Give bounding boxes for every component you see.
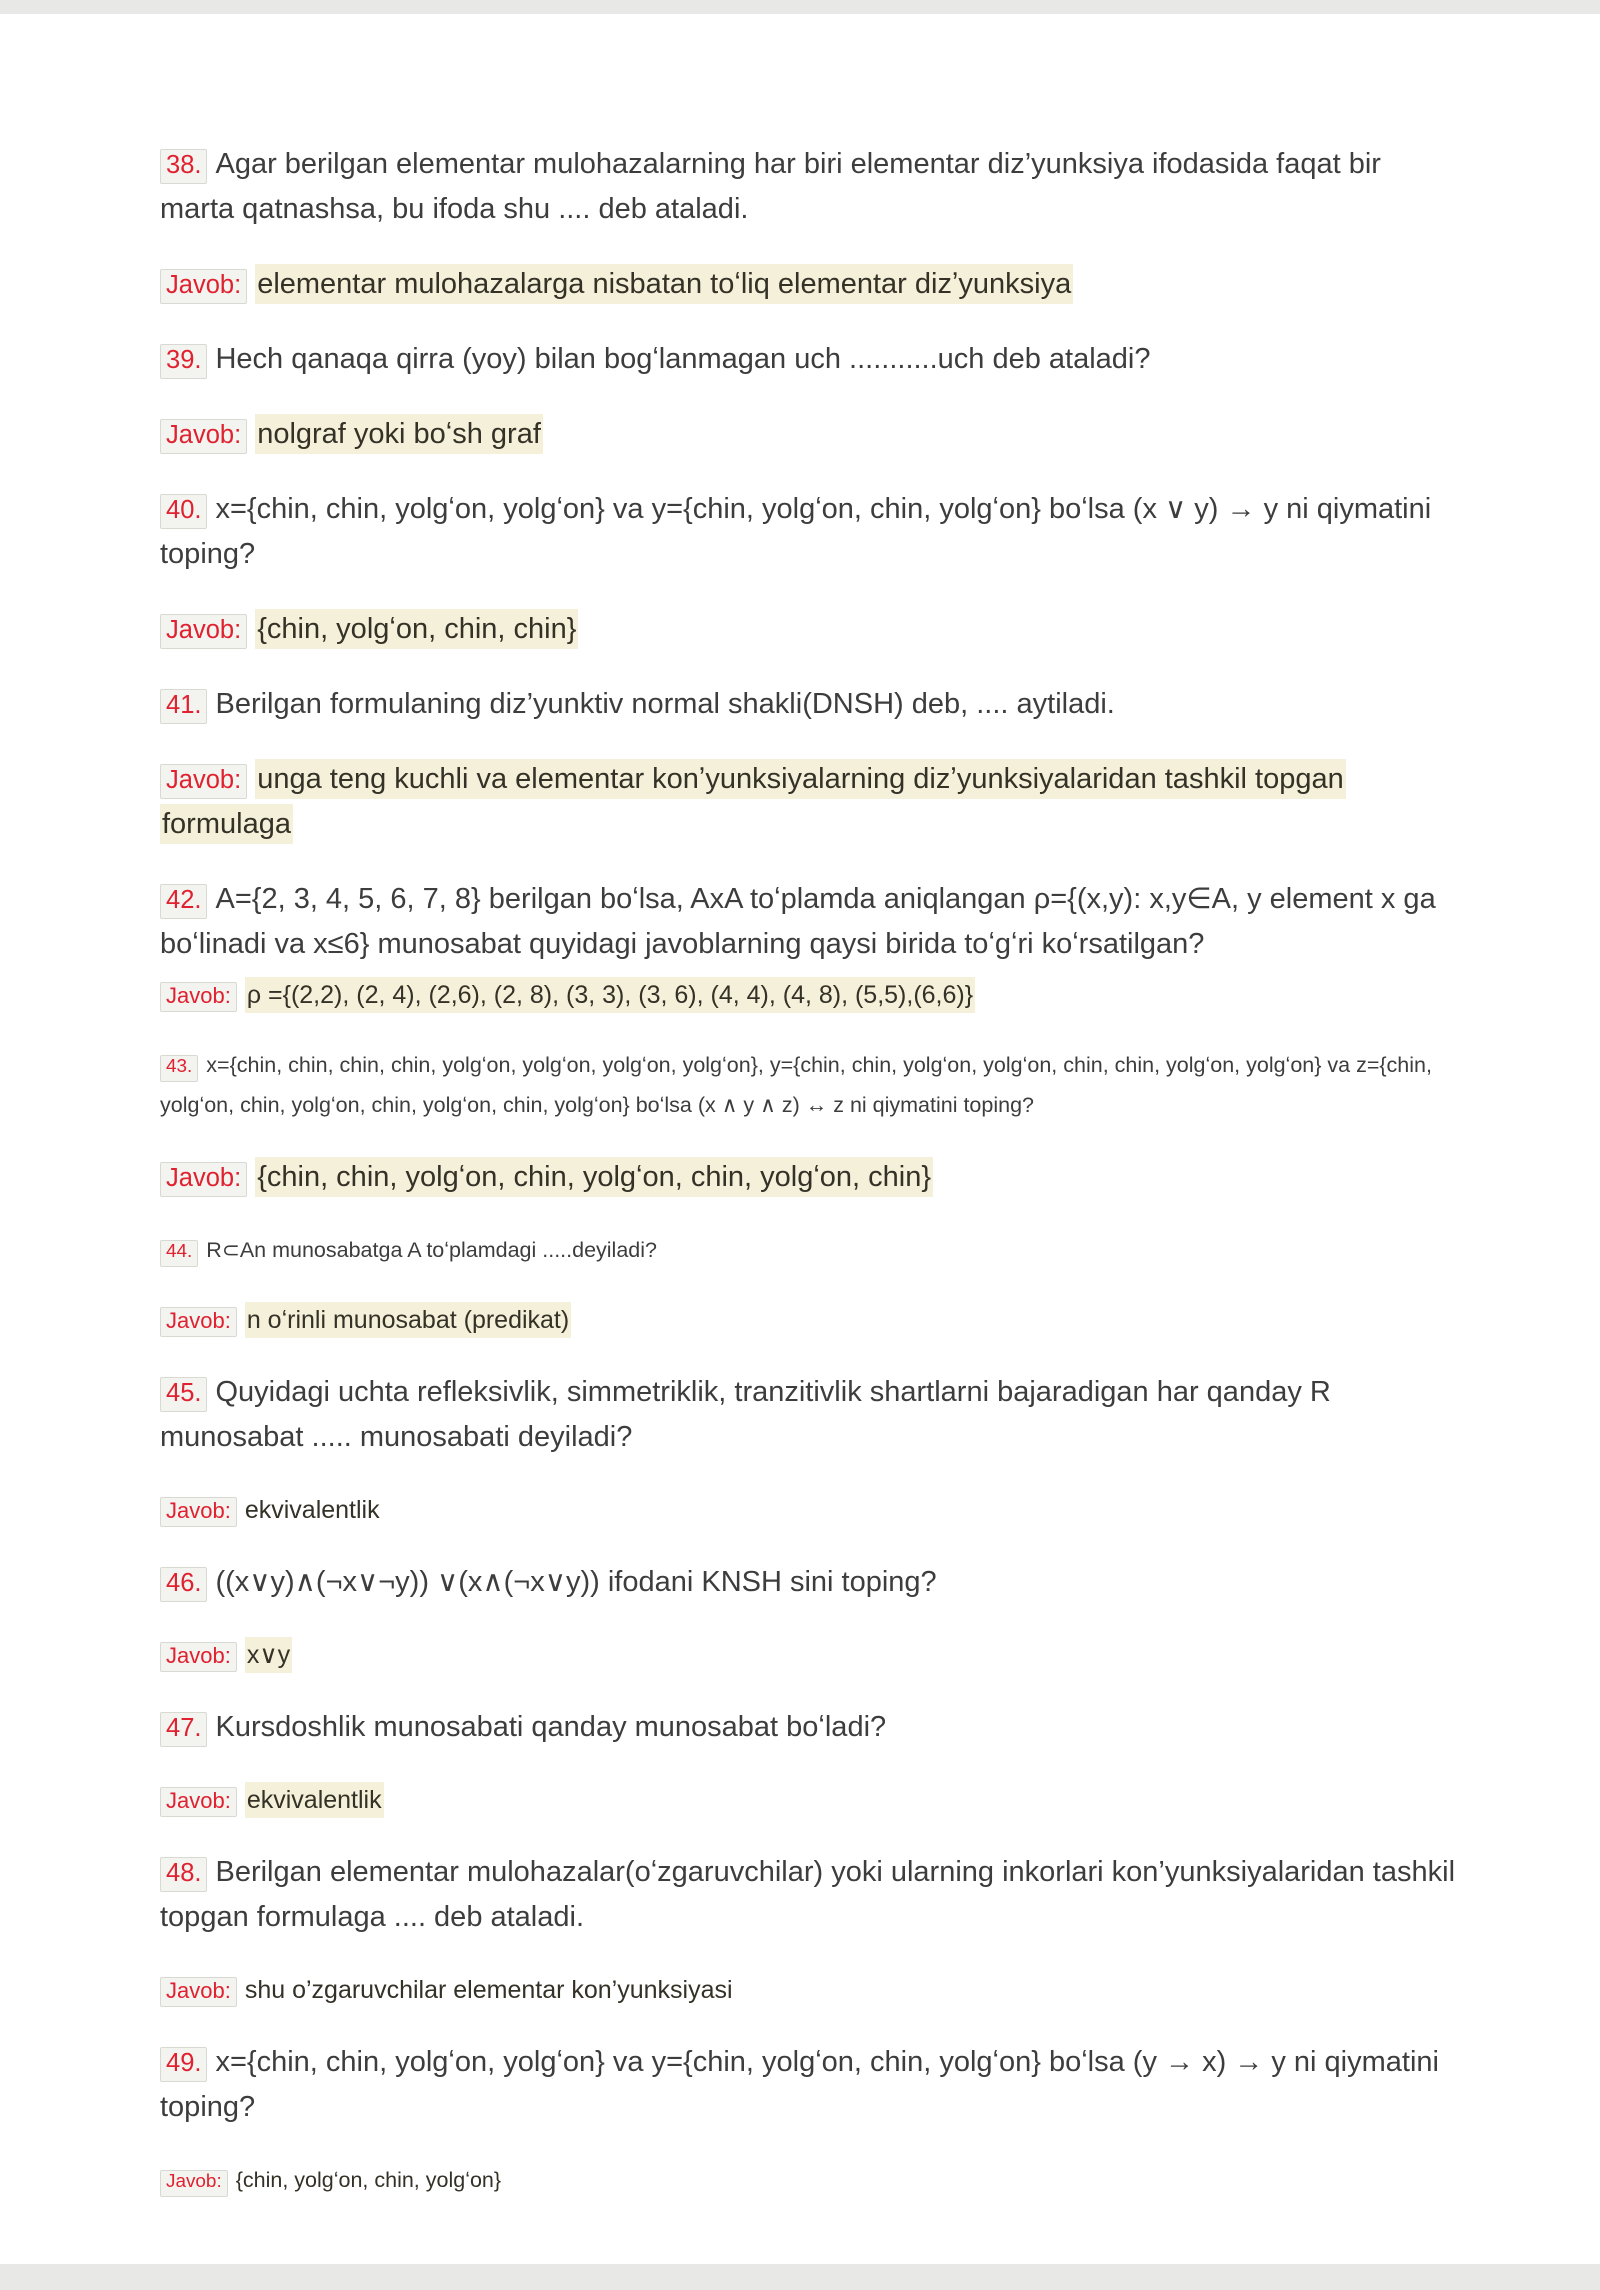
answer-label: Javob: xyxy=(160,982,237,1012)
answer-text: x∨y xyxy=(245,1637,292,1673)
question-number-badge: 44. xyxy=(160,1240,198,1267)
answer xyxy=(160,412,1460,457)
qa-item xyxy=(160,487,1460,652)
answer-label: Javob: xyxy=(160,1977,237,2007)
question-number-badge: 42. xyxy=(160,884,207,919)
question xyxy=(160,487,1460,577)
answer-text: {chin, yolgʻon, chin, yolgʻon} xyxy=(235,2168,502,2192)
answer xyxy=(160,1155,1460,1200)
question-number-badge: 45. xyxy=(160,1377,207,1412)
qa-list xyxy=(160,142,1460,2200)
question-text: Berilgan elementar mulohazalar(oʻzgaruvchilar) yoki ularning inkorlari kon’yunksiyalaridan tashkil topgan formulaga .... deb ataladi. xyxy=(160,1856,1456,1933)
question xyxy=(160,142,1460,232)
answer-label: Javob: xyxy=(160,1642,237,1672)
question-number-badge: 39. xyxy=(160,344,207,379)
answer-text: elementar mulohazalarga nisbatan toʻliq elementar dizʼyunksiya xyxy=(255,264,1073,304)
answer-text: ekvivalentlik xyxy=(245,1782,384,1818)
question-text: Agar berilgan elementar mulohazalarning har biri elementar diz’yunksiya ifodasida faqat bir marta qatnashsa, bu ifoda shu .... deb ataladi. xyxy=(160,148,1381,225)
document-content xyxy=(0,14,1600,2290)
answer-label: Javob: xyxy=(160,1497,237,1527)
answer-label: Javob: xyxy=(160,1787,237,1817)
question-number-badge: 49. xyxy=(160,2047,207,2082)
question-text: Hech qanaqa qirra (yoy) bilan bogʻlanmagan uch ...........uch deb ataladi? xyxy=(215,343,1151,375)
question xyxy=(160,877,1460,967)
question xyxy=(160,337,1460,382)
question xyxy=(160,2040,1460,2130)
question-text: x={chin, chin, yolgʻon, yolgʻon} va y={chin, yolgʻon, chin, yolgʻon} boʻlsa (y → x) → y ni qiymatini toping? xyxy=(160,2046,1439,2123)
qa-item xyxy=(160,1850,1460,2010)
qa-item xyxy=(160,1370,1460,1530)
answer-text: {chin, yolgʻon, chin, chin} xyxy=(255,609,578,649)
question-number-badge: 38. xyxy=(160,149,207,184)
question-number-badge: 47. xyxy=(160,1712,207,1747)
question-text: R⊂An munosabatga A toʻplamdagi .....deyiladi? xyxy=(206,1238,657,1262)
question xyxy=(160,1850,1460,1940)
answer-text: n oʻrinli munosabat (predikat) xyxy=(245,1302,571,1338)
answer xyxy=(160,1780,1460,1820)
answer-label: Javob: xyxy=(160,269,247,304)
answer xyxy=(160,1490,1460,1530)
qa-item xyxy=(160,1045,1460,1200)
question-text: Kursdoshlik munosabati qanday munosabat boʻladi? xyxy=(215,1711,887,1743)
answer xyxy=(160,975,1460,1015)
answer-text: unga teng kuchli va elementar konʼyunksiyalarning dizʼyunksiyalaridan tashkil topgan formulaga xyxy=(160,759,1346,844)
question-number-badge: 40. xyxy=(160,494,207,529)
question xyxy=(160,1045,1460,1125)
answer xyxy=(160,1970,1460,2010)
page-bottom-edge-bar xyxy=(0,2264,1600,2290)
question-number-badge: 48. xyxy=(160,1857,207,1892)
answer-text: ρ ={(2,2), (2, 4), (2,6), (2, 8), (3, 3), (3, 6), (4, 4), (4, 8), (5,5),(6,6)} xyxy=(245,977,975,1013)
answer xyxy=(160,2160,1460,2200)
qa-item xyxy=(160,1560,1460,1675)
qa-item xyxy=(160,2040,1460,2200)
question xyxy=(160,1370,1460,1460)
question-number-badge: 41. xyxy=(160,689,207,724)
answer-label: Javob: xyxy=(160,1307,237,1337)
qa-item xyxy=(160,142,1460,307)
question xyxy=(160,1230,1460,1270)
answer xyxy=(160,1300,1460,1340)
answer xyxy=(160,757,1460,847)
answer xyxy=(160,1635,1460,1675)
question-text: x={chin, chin, yolgʻon, yolgʻon} va y={chin, yolgʻon, chin, yolgʻon} boʻlsa (x ∨ y) → y ni qiymatini toping? xyxy=(160,493,1432,570)
question xyxy=(160,1560,1460,1605)
qa-item xyxy=(160,1705,1460,1820)
answer-label: Javob: xyxy=(160,2170,228,2197)
qa-item xyxy=(160,877,1460,1015)
question-number-badge: 43. xyxy=(160,1055,198,1082)
question-text: Quyidagi uchta refleksivlik, simmetriklik, tranzitivlik shartlarni bajaradigan har qanday R munosabat ..... munosabati deyiladi? xyxy=(160,1376,1331,1453)
answer xyxy=(160,607,1460,652)
question xyxy=(160,682,1460,727)
qa-item xyxy=(160,1230,1460,1340)
answer-text: {chin, chin, yolgʻon, chin, yolgʻon, chin, yolgʻon, chin} xyxy=(255,1157,933,1197)
question-text: A={2, 3, 4, 5, 6, 7, 8} berilgan boʻlsa, AxA toʻplamda aniqlangan ρ={(x,y): x,y∈A, y element x ga boʻlinadi va x≤6} munosabat quyidagi javoblarning qaysi birida toʻgʻri koʻrsatilgan? xyxy=(160,883,1436,960)
qa-item xyxy=(160,682,1460,847)
answer-text: ekvivalentlik xyxy=(244,1496,380,1524)
answer-label: Javob: xyxy=(160,614,247,649)
question-text: Berilgan formulaning diz’yunktiv normal shakli(DNSH) deb, .... aytiladi. xyxy=(215,688,1115,720)
question-number-badge: 46. xyxy=(160,1567,207,1602)
qa-item xyxy=(160,337,1460,457)
question xyxy=(160,1705,1460,1750)
page-top-edge-bar xyxy=(0,0,1600,14)
answer-text: nolgraf yoki boʻsh graf xyxy=(255,414,543,454)
answer xyxy=(160,262,1460,307)
answer-label: Javob: xyxy=(160,1162,247,1197)
answer-label: Javob: xyxy=(160,419,247,454)
question-text: x={chin, chin, chin, chin, yolgʻon, yolgʻon, yolgʻon, yolgʻon}, y={chin, chin, yolgʻon, yolgʻon, chin, chin, yolgʻon, yolgʻon} va z={chin, yolgʻon, chin, yolgʻon, chin, yolgʻon, chin, yolgʻon} boʻlsa (x ∧ y ∧ z) ↔ z ni qiymatini toping? xyxy=(160,1053,1432,1117)
answer-label: Javob: xyxy=(160,764,247,799)
question-text: ((x∨y)∧(¬x∨¬y)) ∨(x∧(¬x∨y)) ifodani KNSH sini toping? xyxy=(215,1566,937,1598)
answer-text: shu o’zgaruvchilar elementar kon’yunksiyasi xyxy=(244,1976,733,2004)
